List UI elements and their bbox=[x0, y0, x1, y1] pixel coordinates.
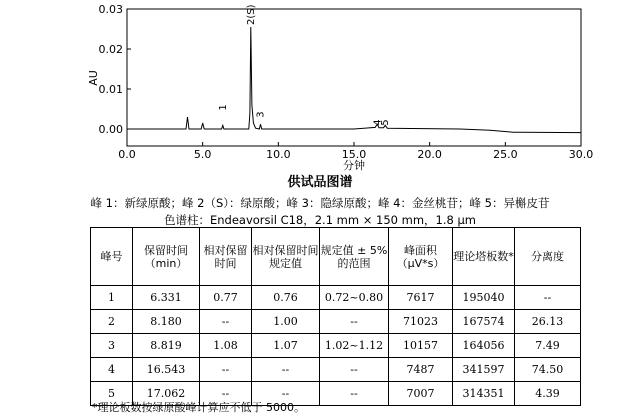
table-cell: 0.77 bbox=[200, 286, 252, 310]
peak-label: 4 bbox=[372, 119, 384, 126]
table-cell: 71023 bbox=[389, 310, 453, 334]
table-cell: 4.39 bbox=[515, 382, 581, 406]
table-cell: -- bbox=[200, 358, 252, 382]
table-cell: 2 bbox=[91, 310, 133, 334]
peak-label: 5 bbox=[380, 119, 392, 126]
table-row bbox=[91, 334, 581, 358]
table-header-row bbox=[91, 228, 581, 286]
table-cell: 341597 bbox=[453, 358, 515, 382]
y-tick-label: 0.02 bbox=[98, 43, 123, 56]
table-cell: 10157 bbox=[389, 334, 453, 358]
table-cell: 1.00 bbox=[252, 310, 320, 334]
x-tick-label: 30.0 bbox=[568, 148, 594, 161]
table-cell: -- bbox=[200, 310, 252, 334]
plot-frame bbox=[127, 9, 581, 146]
table-cell: -- bbox=[252, 382, 320, 406]
x-axis-label: 分钟 bbox=[343, 159, 365, 172]
table-cell: -- bbox=[515, 286, 581, 310]
table-cell: -- bbox=[200, 382, 252, 406]
header-relative-retention: 相对保留时间 bbox=[200, 228, 252, 286]
header-retention-time: 保留时间（min） bbox=[133, 228, 200, 286]
results-table bbox=[90, 227, 581, 406]
table-cell: 4 bbox=[91, 358, 133, 382]
table-cell: 164056 bbox=[453, 334, 515, 358]
x-tick-label: 10.0 bbox=[266, 148, 291, 161]
table-cell: 7487 bbox=[389, 358, 453, 382]
table-cell: 0.76 bbox=[252, 286, 320, 310]
table-cell: 7007 bbox=[389, 382, 453, 406]
peak-legend: 峰 1：新绿原酸；峰 2（S）：绿原酸；峰 3：隐绿原酸；峰 4：金丝桃苷；峰 5：异槲皮苷 bbox=[90, 196, 550, 210]
table-cell: 1 bbox=[91, 286, 133, 310]
x-tick-label: 0.0 bbox=[118, 148, 136, 161]
header-plate-count: 理论塔板数* bbox=[453, 228, 515, 286]
table-cell: 7617 bbox=[389, 286, 453, 310]
table-cell: 74.50 bbox=[515, 358, 581, 382]
figure-title: 供试品图谱 bbox=[287, 175, 353, 190]
table-cell: 17.062 bbox=[133, 382, 200, 406]
table-cell: 167574 bbox=[453, 310, 515, 334]
table-cell: 0.72~0.80 bbox=[320, 286, 389, 310]
y-tick-label: 0.00 bbox=[98, 123, 123, 136]
chromatogram-chart bbox=[0, 0, 640, 172]
chromatogram-trace bbox=[127, 27, 581, 133]
peak-label: 1 bbox=[217, 104, 229, 111]
table-cell: -- bbox=[320, 358, 389, 382]
header-relative-retention-spec: 相对保留时间规定值 bbox=[252, 228, 320, 286]
y-tick-label: 0.03 bbox=[98, 3, 123, 16]
table-row bbox=[91, 286, 581, 310]
x-tick-label: 15.0 bbox=[341, 148, 367, 161]
table-cell: 7.49 bbox=[515, 334, 581, 358]
y-tick-label: 0.01 bbox=[98, 83, 123, 96]
table-row bbox=[91, 310, 581, 334]
footnote: *理论板数按绿原酸峰计算应不低于 5000。 bbox=[92, 401, 305, 414]
column-info: 色谱柱：Endeavorsil C18，2.1 mm × 150 mm，1.8 μm bbox=[163, 213, 476, 227]
header-peak-area: 峰面积（μV*s） bbox=[389, 228, 453, 286]
table-row bbox=[91, 358, 581, 382]
x-tick-label: 20.0 bbox=[417, 148, 442, 161]
table-cell: -- bbox=[320, 310, 389, 334]
peak-label: 3 bbox=[255, 111, 267, 118]
table-cell: 16.543 bbox=[133, 358, 200, 382]
peak-label: 2(S) bbox=[245, 4, 257, 25]
table-cell: 1.07 bbox=[252, 334, 320, 358]
table-cell: 195040 bbox=[453, 286, 515, 310]
table-cell: -- bbox=[320, 382, 389, 406]
table-cell: -- bbox=[252, 358, 320, 382]
table-cell: 3 bbox=[91, 334, 133, 358]
table-cell: 8.180 bbox=[133, 310, 200, 334]
header-spec-range: 规定值 ± 5%的范围 bbox=[320, 228, 389, 286]
table-cell: 26.13 bbox=[515, 310, 581, 334]
table-cell: 1.02~1.12 bbox=[320, 334, 389, 358]
table-cell: 314351 bbox=[453, 382, 515, 406]
table-cell: 1.08 bbox=[200, 334, 252, 358]
x-tick-label: 5.0 bbox=[193, 148, 212, 161]
header-peak-no: 峰号 bbox=[91, 228, 133, 286]
table-cell: 5 bbox=[91, 382, 133, 406]
y-axis-label: AU bbox=[87, 70, 100, 86]
header-resolution: 分离度 bbox=[515, 228, 581, 286]
table-cell: 8.819 bbox=[133, 334, 200, 358]
table-cell: 6.331 bbox=[133, 286, 200, 310]
x-tick-label: 25.0 bbox=[493, 148, 518, 161]
